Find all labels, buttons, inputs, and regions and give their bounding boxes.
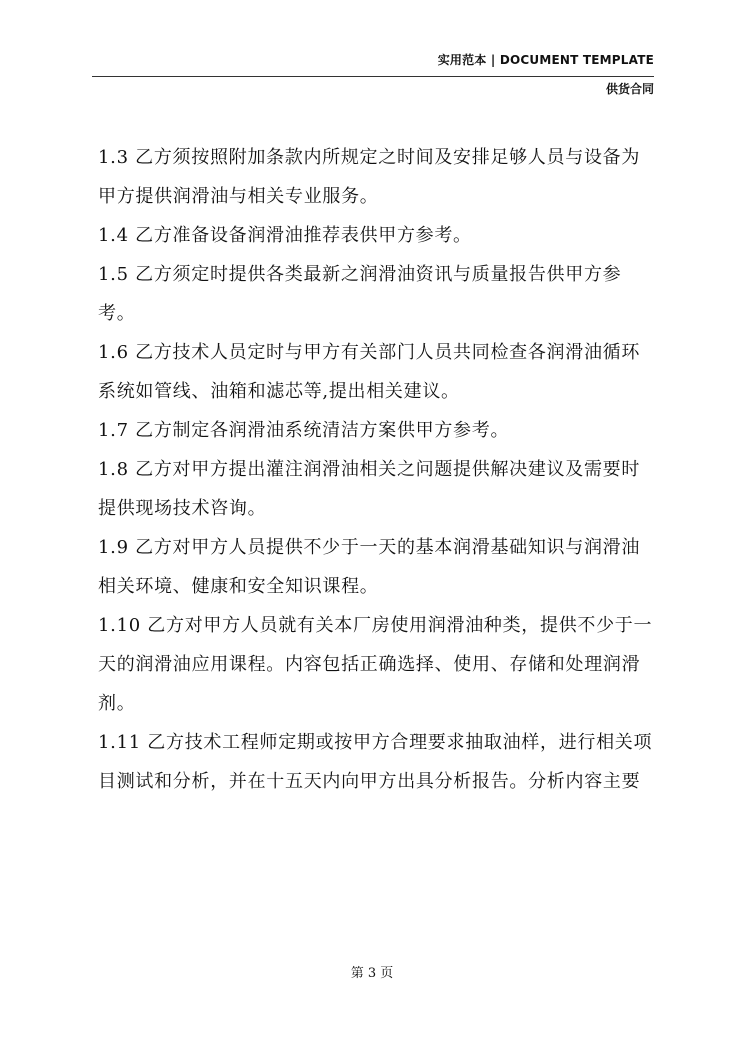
clause-1-4: 1.4 乙方准备设备润滑油推荐表供甲方参考。 <box>98 225 472 246</box>
header-subtitle: 供货合同 <box>605 82 654 96</box>
page-number: 第 3 页 <box>350 966 394 981</box>
page-header <box>92 0 654 100</box>
header-title: 实用范本 | DOCUMENT TEMPLATE <box>437 53 654 67</box>
clause-1-6: 1.6 乙方技术人员定时与甲方有关部门人员共同检查各润滑油循环系统如管线、油箱和滤芯等,提出相关建议。 <box>98 342 641 402</box>
document-body <box>98 138 658 801</box>
clause-1-8: 1.8 乙方对甲方提出灌注润滑油相关之问题提供解决建议及需要时提供现场技术咨询。 <box>98 459 641 519</box>
clause-1-7: 1.7 乙方制定各润滑油系统清洁方案供甲方参考。 <box>98 420 510 441</box>
header-divider <box>92 76 654 77</box>
clause-1-5: 1.5 乙方须定时提供各类最新之润滑油资讯与质量报告供甲方参考。 <box>98 264 622 324</box>
clause-1-10: 1.10 乙方对甲方人员就有关本厂房使用润滑油种类，提供不少于一天的润滑油应用课程。内容包括正确选择、使用、存储和处理润滑剂。 <box>98 615 653 714</box>
clause-1-9: 1.9 乙方对甲方人员提供不少于一天的基本润滑基础知识与润滑油相关环境、健康和安全知识课程。 <box>98 537 641 597</box>
clause-1-11: 1.11 乙方技术工程师定期或按甲方合理要求抽取油样，进行相关项目测试和分析，并在十五天内向甲方出具分析报告。分析内容主要 <box>98 732 653 792</box>
clause-1-3: 1.3 乙方须按照附加条款内所规定之时间及安排足够人员与设备为甲方提供润滑油与相关专业服务。 <box>98 147 641 207</box>
